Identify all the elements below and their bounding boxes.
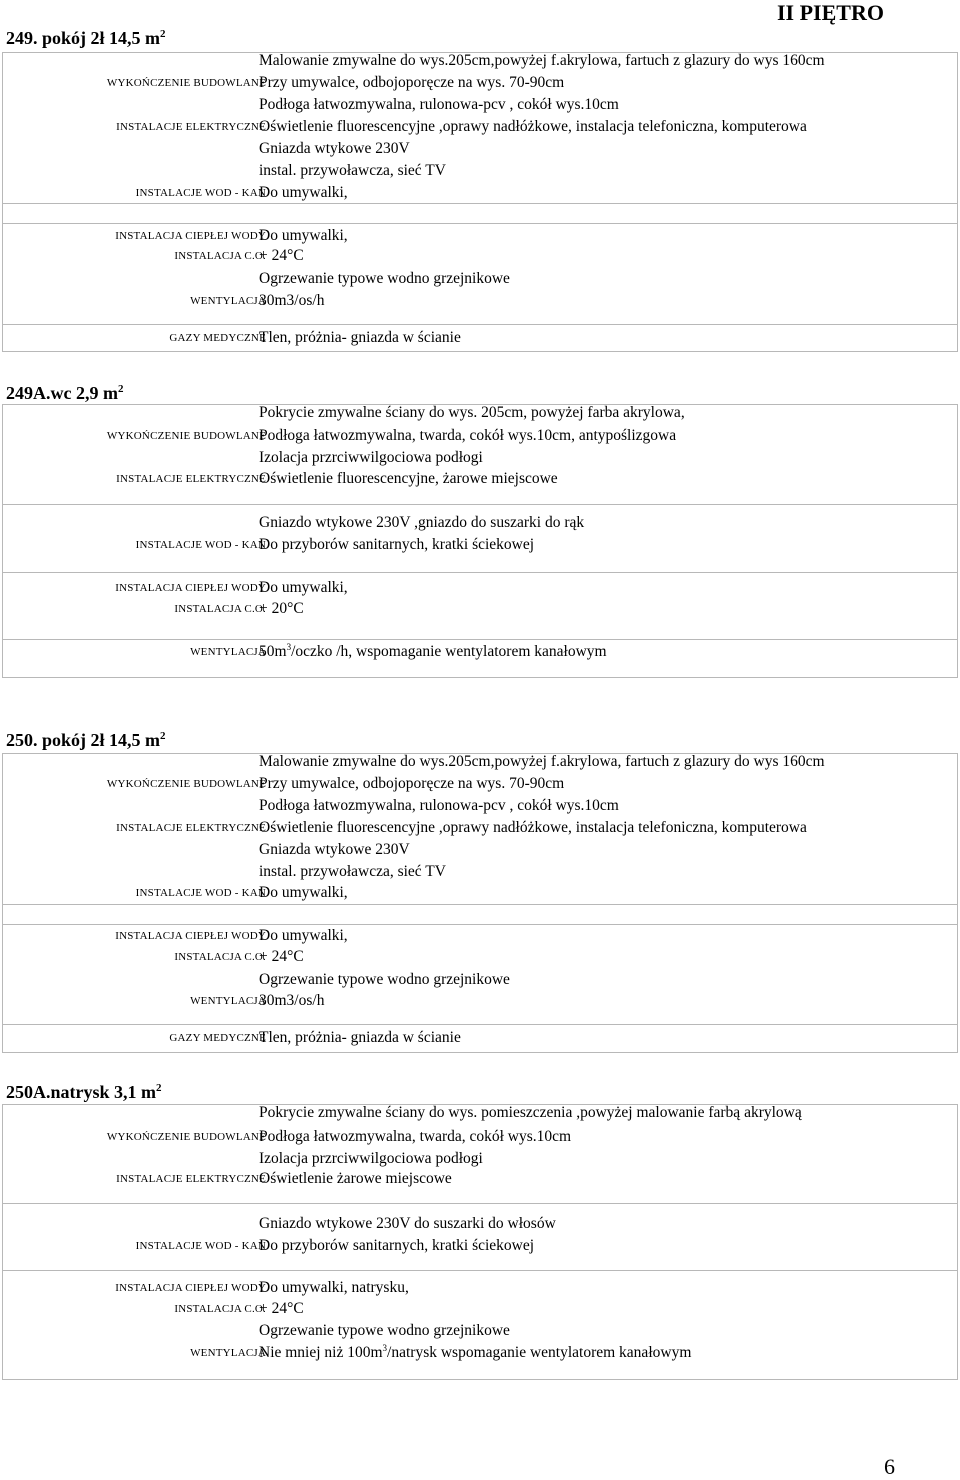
spec-label: INSTALACJA C.O.: [174, 951, 266, 963]
spec-label: INSTALACJA C.O.: [174, 1303, 266, 1315]
spec-value-ventilation: [259, 643, 607, 661]
spec-label: WYKOŃCZENIE BUDOWLANE: [106, 778, 266, 790]
spec-value: Gniazda wtykowe 230V: [259, 140, 410, 157]
spec-label: GAZY MEDYCZNE: [169, 332, 266, 344]
spec-label: WYKOŃCZENIE BUDOWLANE: [106, 1131, 266, 1143]
ventilation-sup: 3: [286, 641, 292, 652]
spec-value: 30m3/os/h: [259, 992, 325, 1009]
room-title-sup: 2: [160, 730, 166, 742]
spec-value: Do przyborów sanitarnych, kratki ściekowej: [259, 536, 535, 553]
spec-value: Tlen, próżnia- gniazda w ścianie: [259, 329, 461, 346]
spec-label: WENTYLACJA: [190, 646, 266, 658]
spec-value: Tlen, próżnia- gniazda w ścianie: [259, 1029, 461, 1046]
row-separator: [3, 324, 957, 325]
spec-value: Ogrzewanie typowe wodno grzejnikowe: [259, 270, 510, 287]
spec-label: WENTYLACJA: [190, 295, 266, 307]
room-title-sup: 2: [156, 1082, 162, 1094]
spec-label: INSTALACJE ELEKTRYCZNE: [116, 121, 266, 133]
spec-value: Gniazda wtykowe 230V: [259, 841, 410, 858]
spec-value: 30m3/os/h: [259, 292, 325, 309]
spec-value: Ogrzewanie typowe wodno grzejnikowe: [259, 1322, 510, 1339]
spec-label: WYKOŃCZENIE BUDOWLANE: [106, 430, 266, 442]
spec-label: INSTALACJE WOD - KAN: [135, 1240, 266, 1252]
row-separator: [3, 223, 957, 224]
page-number: 6: [884, 1454, 895, 1479]
spec-value: instal. przywoławcza, sieć TV: [259, 863, 446, 880]
room-title-249a: [6, 383, 123, 404]
spec-value: Przy umywalce, odbojoporęcze na wys. 70-90cm: [259, 74, 565, 91]
spec-label: GAZY MEDYCZNE: [169, 1032, 266, 1044]
spec-value: + 20°C: [259, 600, 304, 617]
row-separator: [3, 572, 957, 573]
spec-value: Do umywalki,: [259, 927, 348, 944]
spec-value: Oświetlenie fluorescencyjne ,oprawy nadłóżkowe, instalacja telefoniczna, komputerowa: [259, 819, 807, 836]
spec-value: Podłoga łatwozmywalna, twarda, cokół wys.10cm: [259, 1128, 572, 1145]
room-title-text: 250. pokój 2ł 14,5 m: [6, 730, 161, 750]
spec-value: Podłoga łatwozmywalna, twarda, cokół wys.10cm, antypoślizgowa: [259, 427, 677, 444]
room-title-text: 250A.natrysk 3,1 m: [6, 1082, 157, 1102]
row-separator: [3, 904, 957, 905]
spec-value: Do umywalki,: [259, 884, 348, 901]
spec-label: INSTALACJE WOD - KAN: [135, 887, 266, 899]
spec-label: INSTALACJE ELEKTRYCZNE: [116, 1173, 266, 1185]
ventilation-value-after: /natrysk wspomaganie wentylatorem kanałowym: [387, 1344, 692, 1361]
spec-label: WENTYLACJA: [190, 995, 266, 1007]
row-separator: [3, 639, 957, 640]
spec-value: + 24°C: [259, 948, 304, 965]
spec-value: Gniazdo wtykowe 230V ,gniazdo do suszarki do rąk: [259, 514, 585, 531]
spec-value: + 24°C: [259, 247, 304, 264]
room-title-text: 249. pokój 2ł 14,5 m: [6, 28, 161, 48]
floor-title: II PIĘTRO: [777, 0, 884, 25]
spec-value: Oświetlenie fluorescencyjne ,oprawy nadłóżkowe, instalacja telefoniczna, komputerowa: [259, 118, 807, 135]
ventilation-value: Nie mniej niż 100m: [259, 1344, 383, 1361]
room-title-sup: 2: [117, 383, 124, 395]
spec-label: INSTALACJA C.O.: [174, 250, 266, 262]
spec-value: Do przyborów sanitarnych, kratki ściekowej: [259, 1237, 535, 1254]
spec-value: Do umywalki, natrysku,: [259, 1279, 409, 1296]
spec-value: Gniazdo wtykowe 230V do suszarki do włosów: [259, 1215, 556, 1232]
spec-value: Do umywalki,: [259, 227, 348, 244]
spec-value-ventilation: [259, 1344, 691, 1362]
spec-value: Do umywalki,: [259, 184, 348, 201]
spec-label: INSTALACJA CIEPŁEJ WODY: [115, 930, 266, 942]
spec-value: Do umywalki,: [259, 579, 348, 596]
room-title-text: 249A.wc 2,9 m: [6, 383, 118, 403]
spec-value: Oświetlenie fluorescencyjne, żarowe miejscowe: [259, 470, 558, 487]
row-separator: [3, 1024, 957, 1025]
spec-value: Przy umywalce, odbojoporęcze na wys. 70-90cm: [259, 775, 565, 792]
ventilation-value: 50m: [259, 643, 287, 660]
spec-label: WYKOŃCZENIE BUDOWLANE: [106, 77, 266, 89]
spec-value: instal. przywoławcza, sieć TV: [259, 162, 446, 179]
room-title-sup: 2: [160, 28, 166, 40]
spec-label: INSTALACJA C.O.: [174, 603, 266, 615]
spec-value: Pokrycie zmywalne ściany do wys. pomieszczenia ,powyżej malowanie farbą akrylową: [259, 1104, 802, 1121]
spec-label: WENTYLACJA: [190, 1347, 266, 1359]
spec-label: INSTALACJE ELEKTRYCZNE: [116, 473, 266, 485]
spec-label: INSTALACJE WOD - KAN: [135, 539, 266, 551]
spec-label: INSTALACJE ELEKTRYCZNE: [116, 822, 266, 834]
spec-value: Izolacja przrciwwilgociowa podłogi: [259, 1150, 483, 1167]
spec-label: INSTALACJA CIEPŁEJ WODY: [115, 230, 266, 242]
row-separator: [3, 203, 957, 204]
spec-label: INSTALACJA CIEPŁEJ WODY: [115, 582, 266, 594]
room-title-249: [6, 28, 166, 49]
row-separator: [3, 1270, 957, 1271]
spec-value: Pokrycie zmywalne ściany do wys. 205cm, powyżej farba akrylowa,: [259, 404, 685, 421]
row-separator: [3, 504, 957, 505]
spec-value: Podłoga łatwozmywalna, rulonowa-pcv , cokół wys.10cm: [259, 797, 619, 814]
spec-value: Malowanie zmywalne do wys.205cm,powyżej f.akrylowa, fartuch z glazury do wys 160cm: [259, 52, 825, 69]
row-separator: [3, 924, 957, 925]
spec-label: INSTALACJA CIEPŁEJ WODY: [115, 1282, 266, 1294]
spec-value: Malowanie zmywalne do wys.205cm,powyżej f.akrylowa, fartuch z glazury do wys 160cm: [259, 753, 825, 770]
spec-value: Oświetlenie żarowe miejscowe: [259, 1170, 452, 1187]
room-title-250a: [6, 1082, 162, 1103]
spec-value: Izolacja przrciwwilgociowa podłogi: [259, 449, 483, 466]
ventilation-sup: 3: [382, 1342, 388, 1353]
ventilation-value-after: /oczko /h, wspomaganie wentylatorem kanałowym: [291, 643, 607, 660]
spec-label: INSTALACJE WOD - KAN: [135, 187, 266, 199]
spec-value: Ogrzewanie typowe wodno grzejnikowe: [259, 971, 510, 988]
row-separator: [3, 1203, 957, 1204]
spec-value: Podłoga łatwozmywalna, rulonowa-pcv , cokół wys.10cm: [259, 96, 619, 113]
spec-value: + 24°C: [259, 1300, 304, 1317]
room-title-250: [6, 730, 166, 751]
